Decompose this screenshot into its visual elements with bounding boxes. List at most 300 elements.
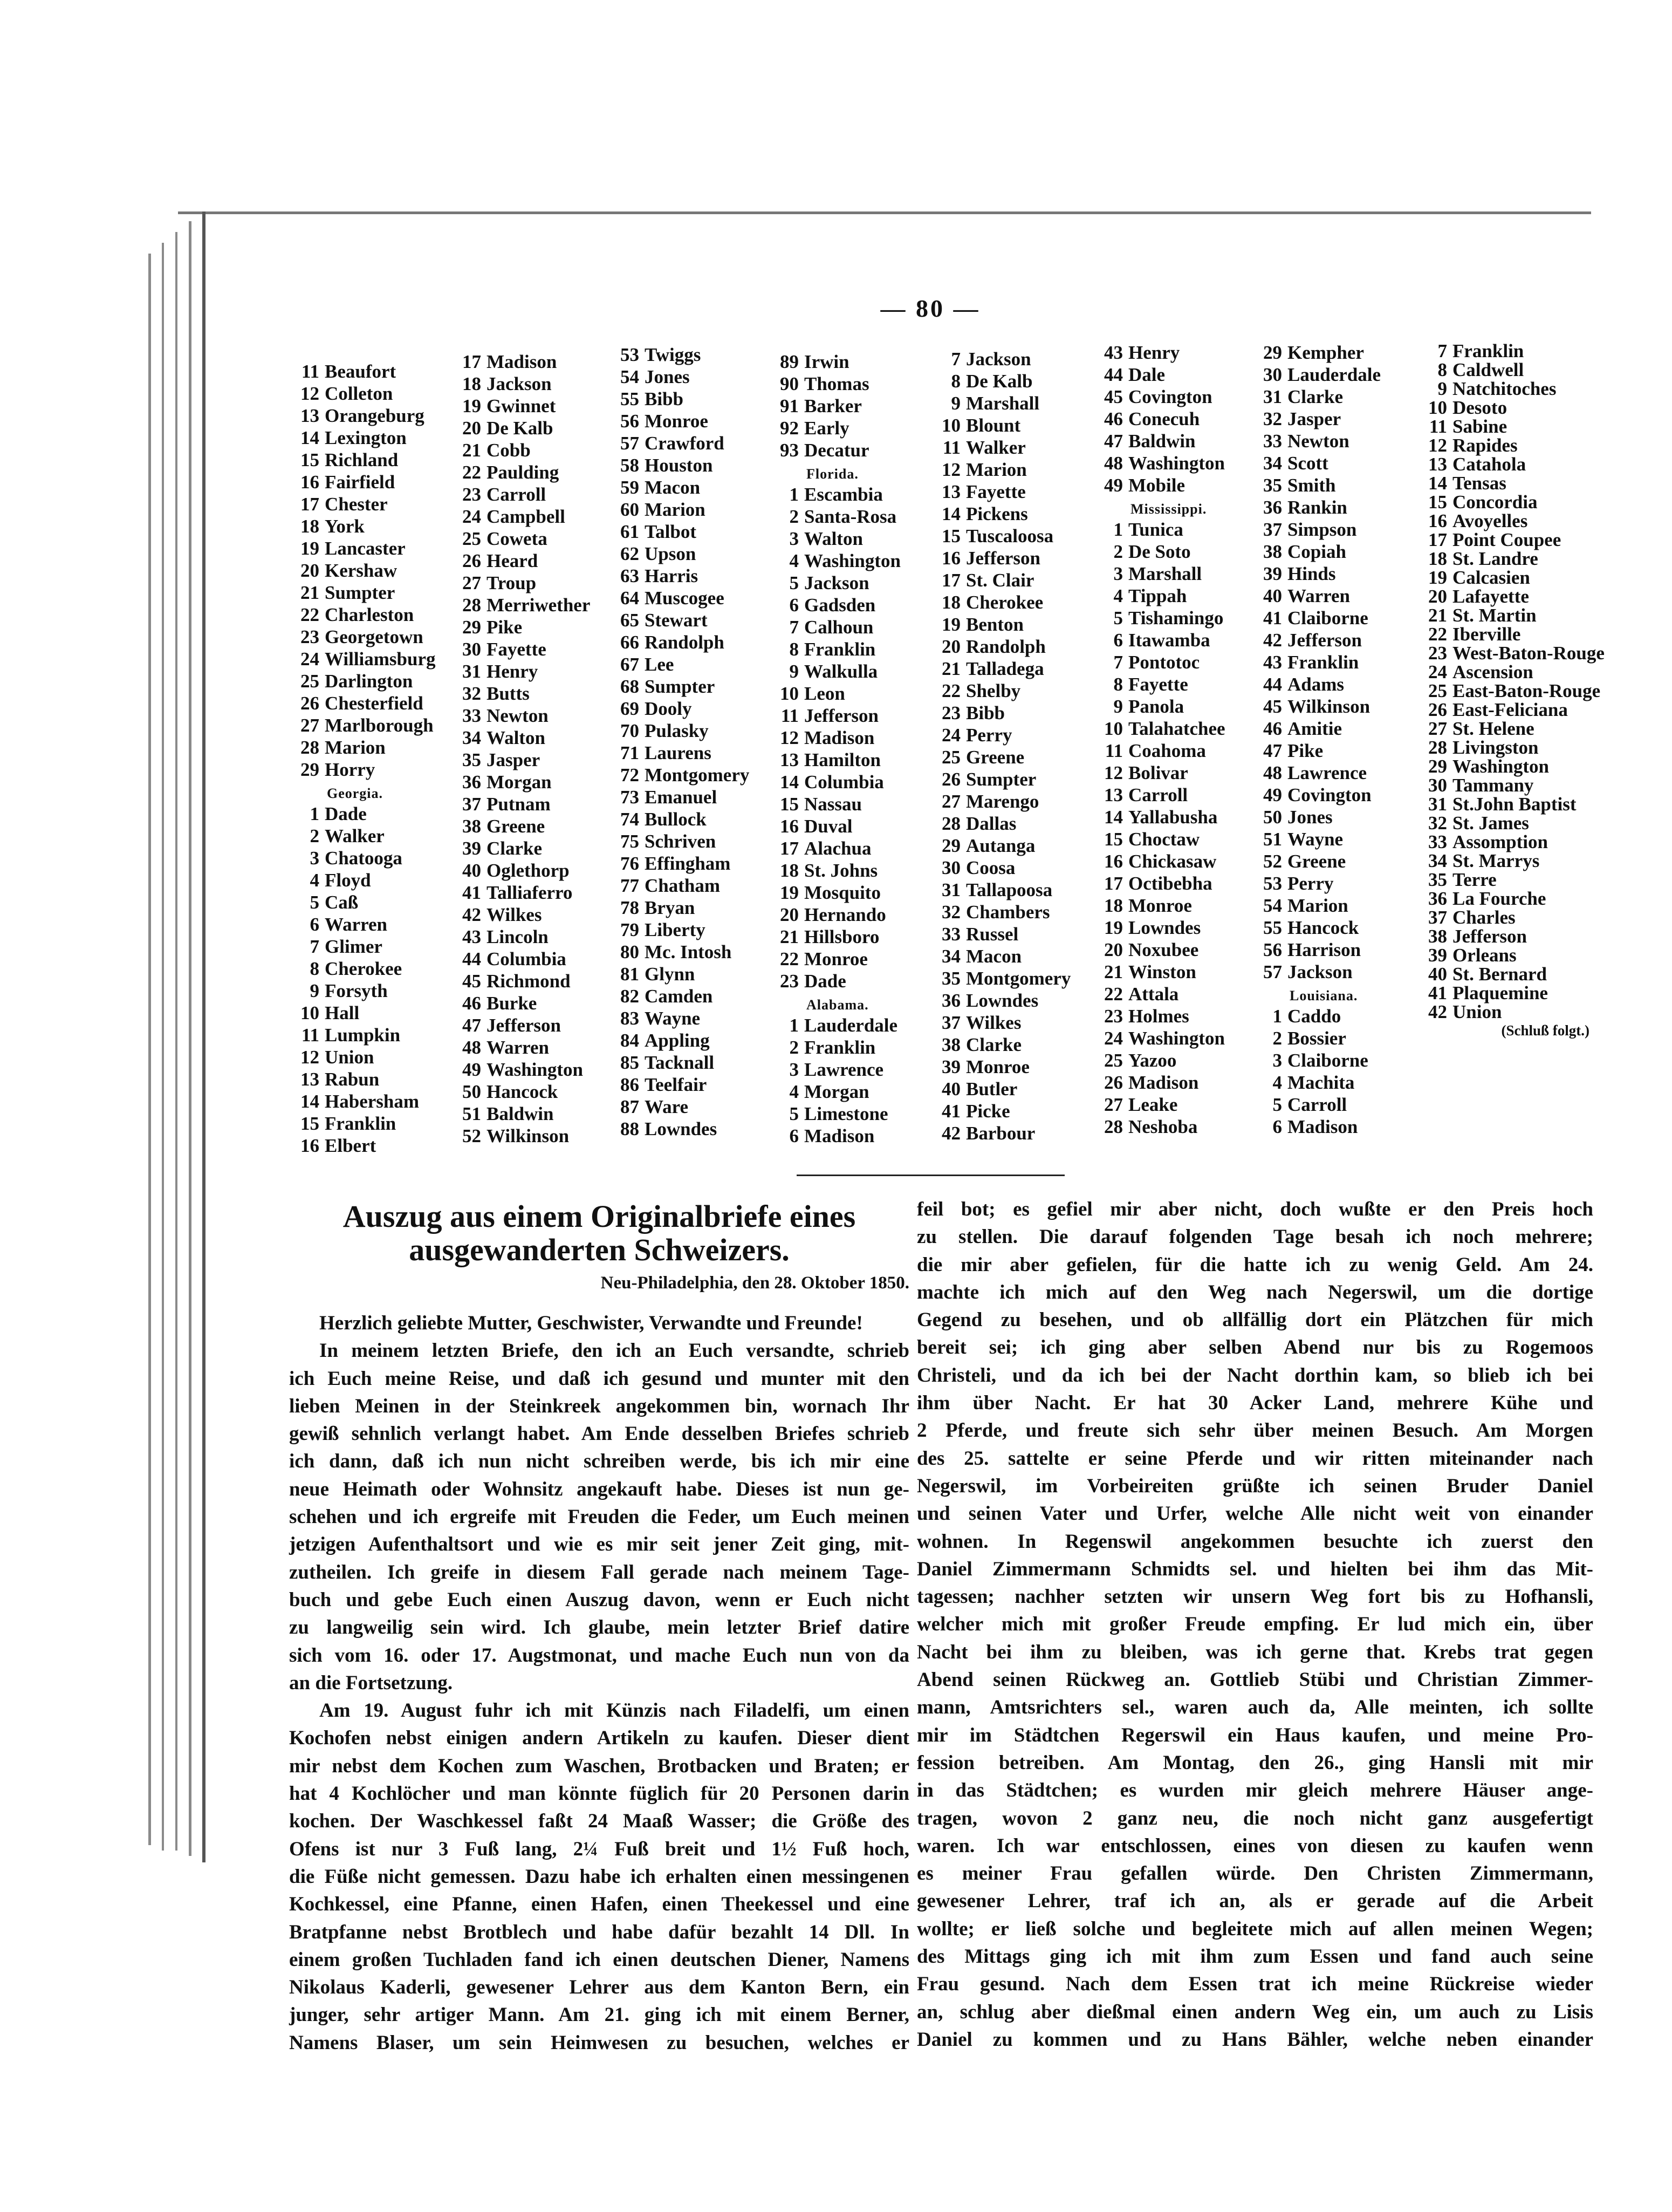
county-entry: [1417, 417, 1605, 436]
county-entry: [769, 417, 901, 439]
county-number: 10: [942, 415, 961, 436]
county-number: 2: [789, 1037, 799, 1058]
county-entry: [769, 395, 901, 417]
county-name: Pike: [486, 617, 523, 638]
county-number: 54: [1263, 895, 1282, 916]
county-name: Wilkinson: [1287, 696, 1371, 717]
county-entry: [451, 992, 590, 1014]
county-number: 69: [620, 698, 639, 719]
county-entry: [609, 1007, 749, 1029]
county-entry: [930, 967, 1071, 989]
county-entry: [930, 525, 1071, 547]
county-number: 24: [942, 725, 961, 746]
county-name: Merriwether: [486, 595, 591, 616]
county-number: 26: [300, 693, 319, 714]
county-name: Teelfair: [645, 1074, 707, 1095]
county-entry: [1252, 430, 1381, 452]
county-entry: [609, 1118, 749, 1140]
county-number: 6: [789, 595, 799, 616]
county-name: Livingston: [1452, 737, 1539, 758]
county-entry: [289, 405, 436, 427]
county-number: 1: [1113, 519, 1123, 540]
text-line: fession betreiben. Am Montag, den 26., ging Hansli mit mir: [917, 1751, 1593, 1774]
county-number: 76: [620, 853, 639, 874]
county-number: 19: [780, 882, 799, 903]
county-name: Bolivar: [1128, 762, 1188, 783]
county-entry: [930, 1122, 1071, 1144]
county-number: 80: [620, 941, 639, 962]
county-name: Lafayette: [1452, 586, 1529, 607]
county-entry: [451, 882, 590, 904]
county-number: 27: [300, 715, 319, 736]
county-name: Point Coupee: [1452, 529, 1561, 550]
county-number: 18: [942, 592, 961, 613]
county-number: 34: [1428, 850, 1447, 871]
county-entry: [609, 675, 749, 698]
county-number: 29: [300, 759, 319, 780]
county-entry: [1417, 342, 1605, 360]
county-entry: [930, 1100, 1071, 1122]
county-name: Washington: [1452, 756, 1549, 777]
county-name: Madison: [804, 1125, 875, 1146]
county-name: Williamsburg: [325, 648, 436, 670]
county-entry: [930, 680, 1071, 702]
county-entry: [1093, 872, 1225, 895]
county-number: 30: [462, 639, 481, 660]
county-entry: [451, 351, 590, 373]
county-name: Sumpter: [325, 582, 395, 603]
county-entry: [1252, 585, 1381, 607]
county-name: Leake: [1128, 1094, 1178, 1115]
county-name: Marion: [645, 499, 705, 520]
county-number: 33: [1263, 431, 1282, 452]
county-number: 31: [942, 879, 961, 900]
county-name: Russel: [966, 924, 1019, 945]
county-number: 3: [789, 1059, 799, 1080]
book-edge-line: [189, 221, 191, 1856]
county-name: Putnam: [486, 794, 551, 815]
county-name: Gwinnet: [486, 395, 556, 417]
county-entry: [289, 736, 436, 759]
county-number: 43: [1104, 342, 1123, 363]
county-entry: [1093, 1094, 1225, 1116]
county-name: Calcasien: [1452, 567, 1530, 588]
county-name: Jefferson: [804, 705, 879, 726]
county-entry: [769, 749, 901, 771]
county-name: Troup: [486, 572, 537, 593]
county-number: 42: [1428, 1001, 1447, 1022]
county-entry: [289, 626, 436, 648]
county-name: Wayne: [1287, 829, 1344, 850]
county-number: 20: [1104, 939, 1123, 960]
county-name: St. Helene: [1452, 718, 1534, 739]
county-number: 87: [620, 1096, 639, 1117]
county-number: 10: [300, 1002, 319, 1023]
county-name: Benton: [966, 614, 1024, 635]
county-entry: [1093, 1049, 1225, 1071]
county-number: 16: [942, 548, 961, 569]
county-entry: [1093, 850, 1225, 872]
county-entry: [1093, 917, 1225, 939]
county-entry: [769, 660, 901, 682]
county-number: 83: [620, 1008, 639, 1029]
county-entry: [451, 1059, 590, 1081]
county-entry: [451, 727, 590, 749]
county-number: 67: [620, 654, 639, 675]
county-number: 2: [1272, 1028, 1282, 1049]
county-entry: [1093, 408, 1225, 430]
county-entry: [1093, 1116, 1225, 1138]
county-entry: [930, 702, 1071, 724]
county-number: 17: [300, 494, 319, 515]
county-name: Walton: [486, 727, 545, 748]
county-entry: [609, 344, 749, 366]
county-number: 86: [620, 1074, 639, 1095]
county-name: Hancock: [1287, 917, 1359, 938]
county-name: Wilkinson: [486, 1125, 570, 1146]
text-line: welcher mich mit großer Freude empfing. Er lud mich ein, über: [917, 1613, 1593, 1636]
text-line: Herzlich geliebte Mutter, Geschwister, Verwandte und Freunde!: [319, 1312, 863, 1334]
text-line: machte ich mich auf den Weg nach Negerswil, um die dortige: [917, 1281, 1593, 1303]
county-name: Limestone: [804, 1103, 888, 1124]
county-entry: [1417, 436, 1605, 455]
county-name: Montgomery: [966, 968, 1071, 989]
section-divider: [797, 1175, 1065, 1176]
county-name: Dade: [804, 971, 846, 992]
county-entry: [289, 427, 436, 449]
county-name: Harrison: [1287, 939, 1361, 960]
county-number: 40: [1263, 585, 1282, 606]
county-name: Twiggs: [645, 344, 701, 365]
county-entry: [289, 360, 436, 383]
county-number: 72: [620, 764, 639, 786]
county-number: 56: [620, 411, 639, 432]
county-entry: [930, 813, 1071, 835]
county-entry: [451, 550, 590, 572]
county-entry: [1417, 1002, 1605, 1021]
county-number: 16: [1104, 851, 1123, 872]
county-number: 3: [1272, 1050, 1282, 1071]
county-number: 41: [942, 1101, 961, 1122]
county-name: Monroe: [645, 411, 708, 432]
county-entry: [609, 653, 749, 675]
county-name: Desoto: [1452, 397, 1507, 418]
county-number: 12: [1104, 762, 1123, 783]
county-name: Monroe: [804, 948, 868, 970]
county-entry: [1252, 1094, 1381, 1116]
county-name: St.John Baptist: [1452, 794, 1577, 815]
county-entry: [451, 948, 590, 970]
text-line: Negerswil, im Vorbeireiten grüßte ich seinen Bruder Daniel: [917, 1474, 1593, 1497]
page-top-edge: [178, 211, 1591, 214]
county-name: Noxubee: [1128, 939, 1199, 960]
county-entry: [1093, 762, 1225, 784]
county-name: Laurens: [645, 742, 711, 763]
county-name: Lawrence: [1287, 762, 1367, 783]
county-number: 39: [1428, 945, 1447, 966]
county-number: 1: [789, 1015, 799, 1036]
county-name: St. Landre: [1452, 548, 1538, 569]
county-number: 22: [462, 462, 481, 483]
county-name: Burke: [486, 993, 537, 1014]
county-entry: [1252, 607, 1381, 629]
county-entry: [769, 351, 901, 373]
county-number: 21: [462, 440, 481, 461]
county-entry: [609, 1096, 749, 1118]
county-entry: [451, 1125, 590, 1147]
county-name: Madison: [1128, 1072, 1199, 1093]
county-number: 63: [620, 565, 639, 586]
county-name: Marshall: [1128, 563, 1202, 584]
county-name: Talahatchee: [1128, 718, 1225, 739]
county-name: Cobb: [486, 440, 531, 461]
county-name: Columbia: [486, 948, 566, 970]
county-name: Columbia: [804, 772, 884, 793]
county-number: 62: [620, 543, 639, 564]
county-name: Heard: [486, 550, 538, 571]
county-entry: [609, 587, 749, 609]
county-entry: [1093, 961, 1225, 983]
county-number: 25: [462, 528, 481, 549]
county-entry: [1093, 474, 1225, 496]
county-entry: [451, 749, 590, 771]
county-name: Hamilton: [804, 749, 881, 770]
county-entry: [1093, 607, 1225, 629]
county-number: 15: [1428, 491, 1447, 513]
county-name: Talbot: [645, 521, 696, 542]
county-name: Perry: [966, 725, 1012, 746]
county-entry: [769, 1036, 901, 1059]
county-name: Winston: [1128, 961, 1196, 982]
county-number: 35: [462, 749, 481, 770]
county-name: Glynn: [645, 964, 695, 985]
county-entry: [769, 483, 901, 506]
county-entry: [451, 506, 590, 528]
text-line: Gegend zu besehen, und ob allfällig dort ein Plätzchen für mich: [917, 1309, 1593, 1332]
county-entry: [289, 383, 436, 405]
county-entry: [769, 948, 901, 970]
county-entry: [451, 373, 590, 395]
county-name: Thomas: [804, 373, 869, 394]
county-entry: [289, 980, 436, 1002]
county-number: 19: [942, 614, 961, 635]
county-name: Dooly: [645, 698, 692, 719]
county-entry: [930, 879, 1071, 901]
county-number: 26: [1104, 1072, 1123, 1093]
county-name: Natchitoches: [1452, 378, 1557, 399]
county-number: 16: [1428, 510, 1447, 531]
county-name: Schriven: [645, 831, 716, 852]
county-number: 32: [1263, 408, 1282, 429]
county-number: 56: [1263, 939, 1282, 960]
county-number: 20: [780, 904, 799, 925]
county-number: 21: [1428, 605, 1447, 626]
county-name: Leon: [804, 683, 845, 704]
county-name: Monroe: [966, 1056, 1030, 1077]
county-entry: [930, 1056, 1071, 1078]
county-entry: [289, 582, 436, 604]
text-line: Daniel Zimmermann Schmidts sel. und hielten bei ihm das Mit-: [917, 1558, 1593, 1580]
county-column: [451, 351, 590, 1147]
county-number: 10: [1104, 718, 1123, 739]
county-number: 13: [942, 481, 961, 502]
county-entry: [1252, 850, 1381, 872]
county-entry: [609, 366, 749, 388]
county-number: 32: [462, 683, 481, 704]
county-name: Dallas: [966, 813, 1017, 834]
county-name: Calhoun: [804, 617, 874, 638]
county-number: 8: [789, 639, 799, 660]
county-entry: [609, 875, 749, 897]
county-number: 14: [300, 427, 319, 448]
county-name: Chesterfield: [325, 693, 423, 714]
county-entry: [930, 436, 1071, 459]
county-name: Marion: [1287, 895, 1348, 916]
county-number: 41: [462, 882, 481, 903]
text-line: Ofens ist nur 3 Fuß lang, 2¼ Fuß breit und 1½ Fuß hoch,: [289, 1838, 909, 1860]
county-number: 40: [462, 860, 481, 881]
county-name: Charles: [1452, 907, 1516, 928]
county-number: 36: [462, 772, 481, 793]
county-entry: [451, 483, 590, 506]
county-number: 13: [1104, 784, 1123, 805]
county-entry: [1252, 784, 1381, 806]
county-entry: [1417, 927, 1605, 946]
county-entry: [609, 941, 749, 963]
county-entry: [451, 926, 590, 948]
county-entry: [1252, 629, 1381, 651]
county-entry: [609, 499, 749, 521]
county-name: Gadsden: [804, 595, 876, 616]
county-entry: [1252, 718, 1381, 740]
county-number: 23: [1428, 643, 1447, 664]
county-name: York: [325, 516, 365, 537]
county-name: Chester: [325, 494, 388, 515]
county-number: 43: [1263, 652, 1282, 673]
county-entry: [1417, 644, 1605, 663]
county-number: 7: [310, 936, 319, 957]
county-column: [769, 351, 901, 1147]
county-number: 22: [942, 680, 961, 701]
county-entry: [451, 705, 590, 727]
county-name: Jasper: [486, 749, 540, 770]
county-number: 46: [1263, 718, 1282, 739]
county-entry: [609, 897, 749, 919]
county-entry: [1252, 828, 1381, 850]
county-entry: [769, 882, 901, 904]
county-number: 32: [1428, 813, 1447, 834]
county-entry: [289, 670, 436, 692]
text-line: lieben Meinen in der Steinkreek angekommen bin, wornach Ihr: [289, 1395, 909, 1417]
county-name: Perry: [1287, 873, 1334, 894]
county-entry: [1252, 1116, 1381, 1138]
county-number: 26: [462, 550, 481, 571]
text-line: jetzigen Aufenthaltsort und wie es mir seit jener Zeit ging, mit-: [289, 1533, 909, 1556]
county-number: 28: [1428, 737, 1447, 758]
county-entry: [451, 1036, 590, 1059]
county-name: Oglethorp: [486, 860, 570, 881]
county-name: Richmond: [486, 971, 571, 992]
county-entry: [1093, 1027, 1225, 1049]
county-number: 15: [780, 794, 799, 815]
county-number: 14: [300, 1091, 319, 1112]
county-entry: [769, 904, 901, 926]
county-name: Holmes: [1128, 1006, 1189, 1027]
county-name: Union: [1452, 1001, 1502, 1022]
county-entry: [1093, 585, 1225, 607]
county-entry: [769, 1059, 901, 1081]
county-name: Randolph: [966, 636, 1046, 657]
county-name: Tacknall: [645, 1052, 715, 1073]
county-number: 37: [1263, 519, 1282, 540]
county-entry: [1093, 386, 1225, 408]
county-entry: [1252, 895, 1381, 917]
county-name: Decatur: [804, 440, 869, 461]
county-number: 51: [1263, 829, 1282, 850]
county-entry: [609, 388, 749, 410]
county-number: 11: [1429, 416, 1447, 437]
county-number: 51: [462, 1103, 481, 1124]
county-number: 2: [789, 506, 799, 527]
text-line: Christeli, und da ich bei der Nacht dorthin kam, so blieb ich bei: [917, 1364, 1593, 1387]
county-entry: [451, 638, 590, 660]
county-entry: [769, 373, 901, 395]
county-entry: [930, 790, 1071, 813]
county-name: Camden: [645, 986, 713, 1007]
county-number: 13: [780, 749, 799, 770]
county-name: Concordia: [1452, 491, 1538, 513]
county-entry: [1417, 832, 1605, 851]
county-number: 52: [462, 1125, 481, 1146]
page-left-edge: [202, 211, 205, 1862]
county-number: 45: [462, 971, 481, 992]
county-number: 28: [942, 813, 961, 834]
county-name: Hillsboro: [804, 926, 880, 947]
county-name: Coweta: [486, 528, 547, 549]
county-entry: [1417, 681, 1605, 700]
county-entry: [609, 1052, 749, 1074]
county-number: 42: [942, 1123, 961, 1144]
county-entry: [609, 1074, 749, 1096]
county-name: Pulasky: [645, 720, 709, 741]
county-name: Madison: [804, 727, 875, 748]
county-number: 12: [942, 459, 961, 480]
county-name: Marengo: [966, 791, 1039, 812]
county-name: Fayette: [1128, 674, 1188, 695]
county-entry: [289, 648, 436, 670]
county-name: St. Marrys: [1452, 850, 1540, 871]
county-entry: [930, 835, 1071, 857]
county-name: Madison: [1287, 1116, 1358, 1137]
county-number: 35: [942, 968, 961, 989]
county-entry: [1093, 342, 1225, 364]
county-number: 14: [1428, 473, 1447, 494]
county-number: 22: [780, 948, 799, 970]
text-line: kochen. Der Waschkessel faßt 24 Maaß Wasser; die Größe des: [289, 1810, 909, 1833]
county-entry: [1417, 965, 1605, 984]
county-entry: [609, 432, 749, 454]
text-line: Am 19. August fuhr ich mit Künzis nach Filadelfi, um einen: [319, 1699, 909, 1722]
county-number: 3: [789, 528, 799, 549]
county-entry: [769, 815, 901, 837]
county-number: 24: [1104, 1028, 1123, 1049]
county-entry: [609, 742, 749, 764]
county-name: Caddo: [1287, 1006, 1341, 1027]
county-name: Charleston: [325, 604, 414, 625]
county-name: Butler: [966, 1078, 1018, 1100]
text-line: mann, Amtsrichters sel., waren auch da, Alle meinten, ich sollte: [917, 1696, 1593, 1719]
county-name: Santa-Rosa: [804, 506, 897, 527]
